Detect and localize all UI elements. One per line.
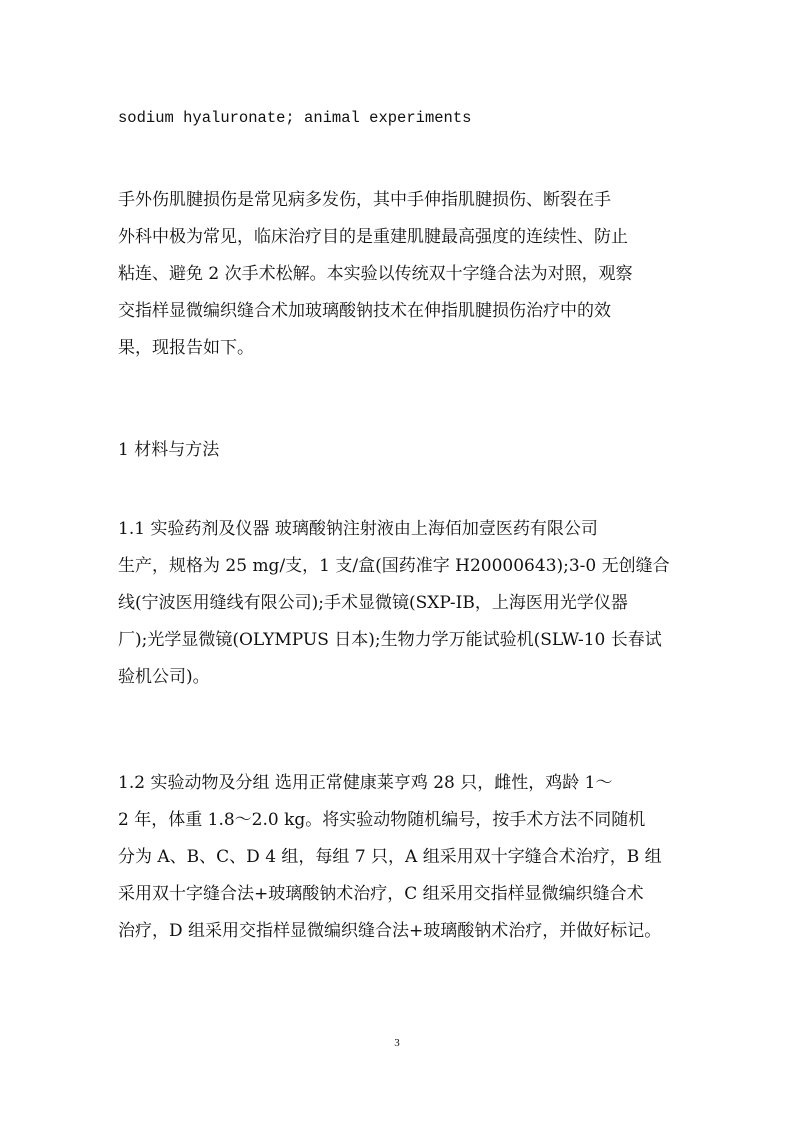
text-line: 果，现报告如下。: [118, 338, 254, 358]
text-line: 厂);光学显微镜(OLYMPUS 日本);生物力学万能试验机(SLW-10 长春试: [118, 630, 662, 650]
text-line: 粘连、避免 2 次手术松解。本实验以传统双十字缝合法为对照，观察: [118, 264, 633, 284]
text-line: 外科中极为常见，临床治疗目的是重建肌腱最高强度的连续性、防止: [118, 227, 628, 247]
text-line: 1.2 实验动物及分组 选用正常健康莱亨鸡 28 只，雌性，鸡龄 1～: [118, 773, 613, 793]
text-line: 治疗，D 组采用交指样显微编织缝合法+玻璃酸钠术治疗，并做好标记。: [118, 921, 662, 941]
text-line: 手外伤肌腱损伤是常见病多发伤，其中手伸指肌腱损伤、断裂在手: [118, 190, 611, 210]
heading-text: 1 材料与方法: [118, 440, 220, 460]
text-line: 1.1 实验药剂及仪器 玻璃酸钠注射液由上海佰加壹医药有限公司: [118, 519, 598, 539]
section-heading: [118, 432, 684, 469]
text-line: 2 年，体重 1.8～2.0 kg。将实验动物随机编号，按手术方法不同随机: [118, 810, 646, 830]
section-1-1-paragraph: [118, 511, 684, 696]
page-number: 3: [394, 1037, 400, 1049]
keywords-line: sodium hyaluronate; animal experiments: [118, 109, 472, 127]
text-line: 验机公司)。: [118, 667, 210, 687]
section-1-2-paragraph: [118, 765, 684, 950]
text-line: 分为 A、B、C、D 4 组，每组 7 只，A 组采用双十字缝合术治疗，B 组: [118, 847, 662, 867]
text-line: 交指样显微编织缝合术加玻璃酸钠技术在伸指肌腱损伤治疗中的效: [118, 301, 611, 321]
intro-paragraph: [118, 182, 684, 367]
text-line: 采用双十字缝合法+玻璃酸钠术治疗，C 组采用交指样显微编织缝合术: [118, 884, 644, 904]
text-line: 生产，规格为 25 mg/支，1 支/盒(国药准字 H20000643);3-0 无创缝合: [118, 556, 670, 576]
text-line: 线(宁波医用缝线有限公司);手术显微镜(SXP-IB，上海医用光学仪器: [118, 593, 628, 613]
